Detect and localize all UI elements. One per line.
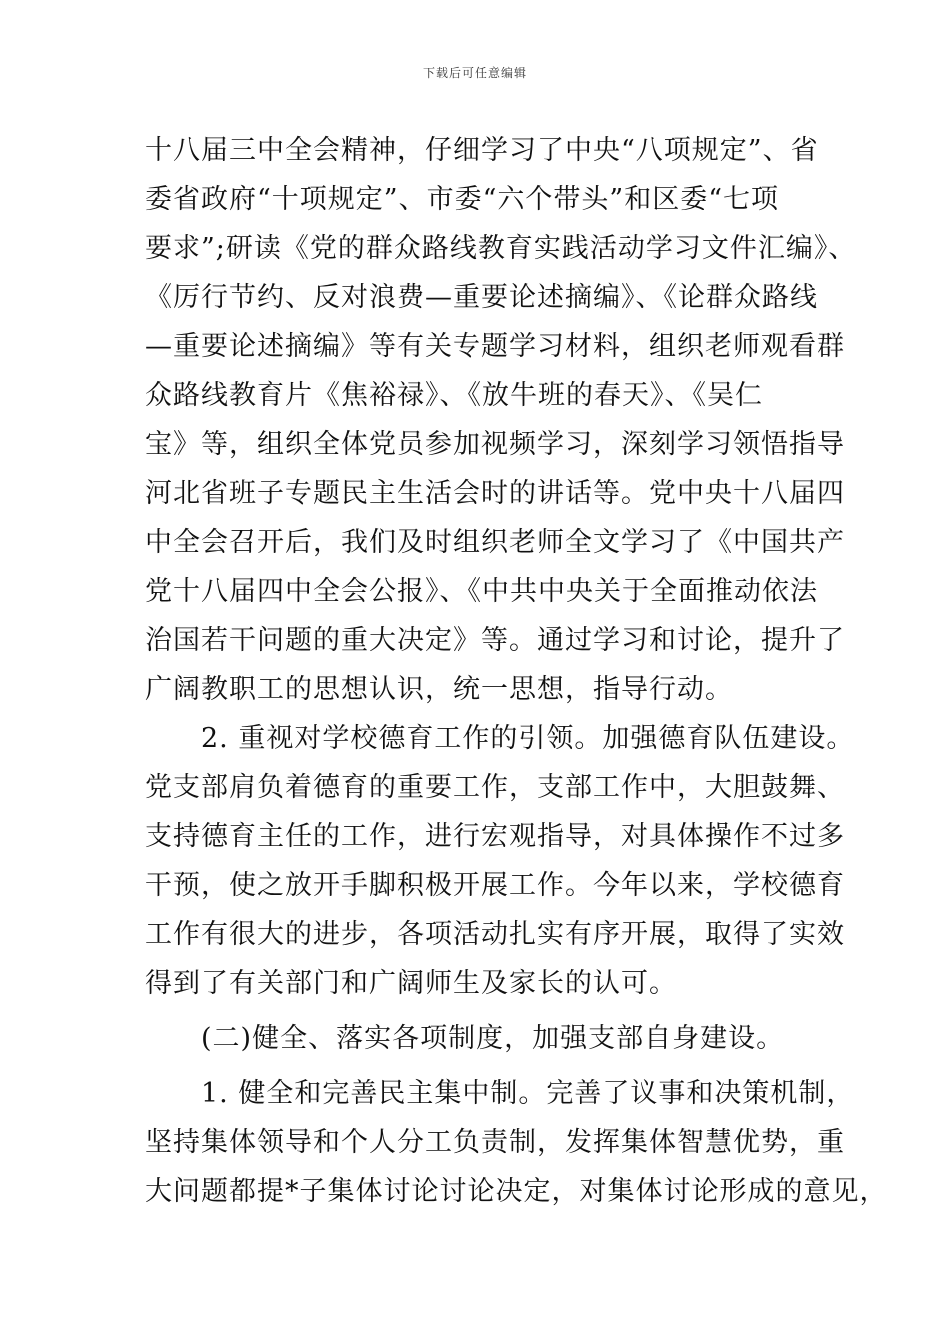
text-line: 治国若干问题的重大决定》等。通过学习和讨论，提升了 [145,625,845,656]
text-line: 支持德育主任的工作，进行宏观指导，对具体操作不过多 [145,821,845,852]
text-line: 党支部肩负着德育的重要工作，支部工作中，大胆鼓舞、 [145,772,845,803]
text-line: 众路线教育片《焦裕禄》、《放牛班的春天》、《吴仁 [145,380,763,411]
text-line: —重要论述摘编》等有关专题学习材料，组织老师观看群 [145,331,845,362]
header-note: 下载后可任意编辑 [422,66,527,80]
text-line: 坚持集体领导和个人分工负责制，发挥集体智慧优势，重 [145,1127,845,1158]
text-line: 委省政府“十项规定”、市委“六个带头”和区委“七项 [145,184,780,215]
paragraph-start-line: 2. 重视对学校德育工作的引领。加强德育队伍建设。 [145,723,855,754]
text-line: 《厉行节约、反对浪费—重要论述摘编》、《论群众路线 [145,282,818,313]
text-line: 得到了有关部门和广阔师生及家长的认可。 [145,968,677,999]
document-body [145,126,888,1216]
text-line: 河北省班子专题民主生活会时的讲话等。党中央十八届四 [145,478,845,509]
section-heading-line: (二)健全、落实各项制度，加强支部自身建设。 [145,1023,785,1054]
text-line: 党十八届四中全会公报》、《中共中央关于全面推动依法 [145,576,818,607]
text-line: 要求”;研读《党的群众路线教育实践活动学习文件汇编》、 [145,233,857,264]
text-line: 中全会召开后，我们及时组织老师全文学习了《中国共产 [145,527,845,558]
text-line: 宝》等，组织全体党员参加视频学习，深刻学习领悟指导 [145,429,845,460]
text-line: 大问题都提*子集体讨论讨论决定，对集体讨论形成的意见， [145,1176,888,1207]
text-line: 十八届三中全会精神，仔细学习了中央“八项规定”、省 [145,135,819,166]
text-line: 工作有很大的进步，各项活动扎实有序开展，取得了实效 [145,919,845,950]
paragraph-start-line: 1. 健全和完善民主集中制。完善了议事和决策机制， [145,1078,855,1109]
text-line: 干预，使之放开手脚积极开展工作。今年以来，学校德育 [145,870,845,901]
text-line: 广阔教职工的思想认识，统一思想，指导行动。 [145,674,733,705]
